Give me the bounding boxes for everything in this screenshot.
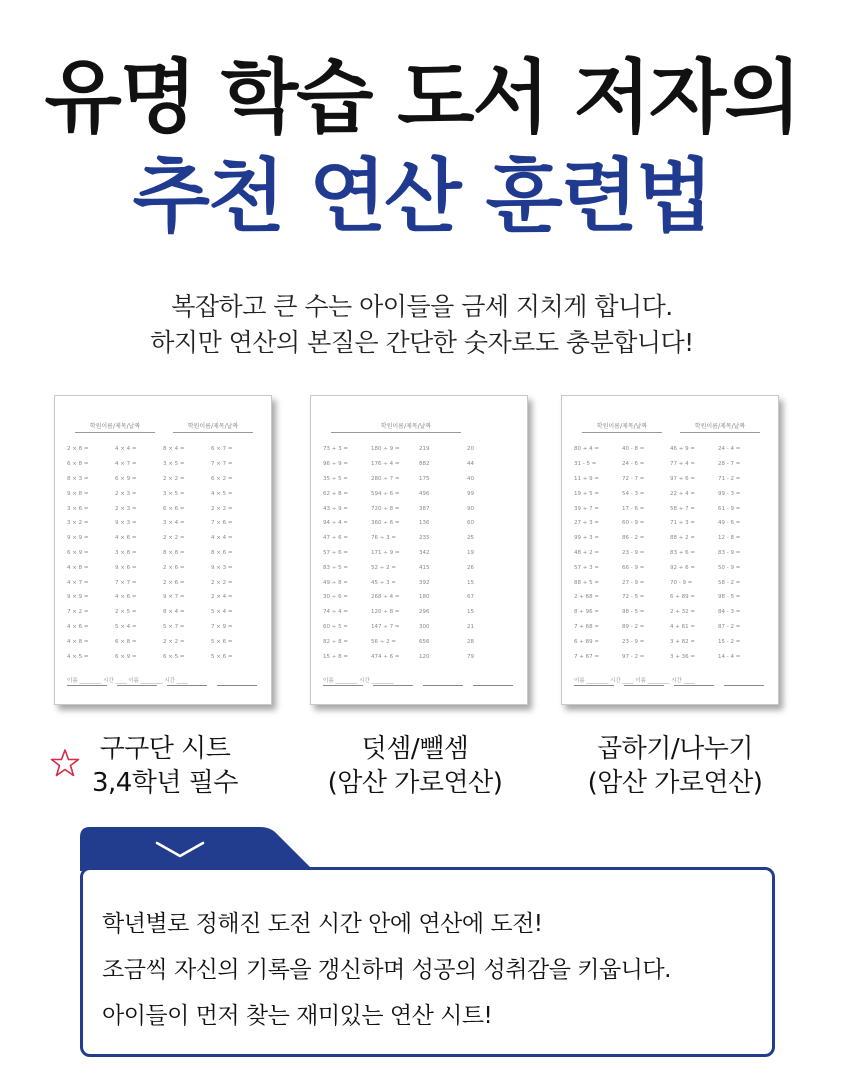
problem-cell: 415 bbox=[419, 564, 430, 571]
problem-cell: 71 + 3 = bbox=[670, 520, 695, 527]
problem-row bbox=[574, 649, 766, 664]
problem-cell: 21 bbox=[467, 623, 474, 630]
problem-cell: 474 ÷ 6 = bbox=[371, 653, 400, 660]
problem-row bbox=[323, 560, 515, 575]
caption-line2: (암산 가로연산) bbox=[327, 768, 503, 798]
problem-cell: 392 bbox=[419, 579, 430, 586]
problem-row bbox=[67, 620, 259, 635]
problem-cell: 7 × 7 = bbox=[211, 461, 233, 468]
problem-cell: 8 × 4 = bbox=[163, 609, 185, 616]
problem-cell: 3 × 4 = bbox=[163, 520, 185, 527]
problem-cell: 180 ÷ 9 = bbox=[371, 446, 400, 453]
problem-row bbox=[323, 605, 515, 620]
problem-row bbox=[323, 546, 515, 561]
problem-cell: 4 × 7 = bbox=[67, 579, 89, 586]
problem-cell: 2 × 2 = bbox=[163, 475, 185, 482]
problem-cell: 70 - 9 = bbox=[670, 579, 693, 586]
problem-cell: 2 × 2 = bbox=[211, 505, 233, 512]
problem-row bbox=[67, 442, 259, 457]
problem-cell: 300 bbox=[419, 623, 430, 630]
problem-cell: 4 × 5 = bbox=[67, 653, 89, 660]
problem-cell: 4 × 6 = bbox=[67, 623, 89, 630]
problem-cell: 58 - 2 = bbox=[718, 579, 741, 586]
callout-line2: 조금씩 자신의 기록을 갱신하며 성공의 성취감을 키웁니다. bbox=[102, 957, 671, 983]
problem-cell: 87 - 2 = bbox=[718, 623, 741, 630]
problem-cell: 496 bbox=[419, 490, 430, 497]
problem-cell: 52 ÷ 2 = bbox=[371, 564, 396, 571]
problem-cell: 60 bbox=[467, 520, 474, 527]
problem-cell: 96 ÷ 9 = bbox=[323, 461, 348, 468]
problem-cell: 3 × 5 = bbox=[163, 461, 185, 468]
problem-cell: 19 + 5 = bbox=[574, 490, 599, 497]
problem-cell: 2 × 2 = bbox=[211, 579, 233, 586]
problem-row bbox=[323, 531, 515, 546]
problem-cell: 9 × 3 = bbox=[211, 564, 233, 571]
problem-cell: 28 - 7 = bbox=[718, 461, 741, 468]
sheet-problems bbox=[67, 442, 259, 664]
caption-line1: 구구단 시트 bbox=[99, 734, 231, 764]
problem-row bbox=[67, 560, 259, 575]
problem-cell: 4 + 61 = bbox=[670, 623, 695, 630]
problem-cell: 387 bbox=[419, 505, 430, 512]
problem-cell: 72 - 7 = bbox=[622, 475, 645, 482]
problem-row bbox=[574, 605, 766, 620]
problem-row bbox=[323, 486, 515, 501]
problem-cell: 7 × 6 = bbox=[211, 520, 233, 527]
worksheet-multiply-divide bbox=[561, 395, 779, 705]
problem-row bbox=[67, 472, 259, 487]
problem-cell: 4 × 8 = bbox=[67, 564, 89, 571]
problem-cell: 31 - 5 = bbox=[574, 461, 597, 468]
problem-cell: 6 × 9 = bbox=[115, 653, 137, 660]
problem-cell: 594 ÷ 6 = bbox=[371, 490, 400, 497]
problem-cell: 22 + 4 = bbox=[670, 490, 695, 497]
problem-cell: 4 × 4 = bbox=[211, 535, 233, 542]
problem-cell: 4 × 6 = bbox=[115, 594, 137, 601]
problem-cell: 98 - 5 = bbox=[622, 609, 645, 616]
problem-cell: 49 ÷ 8 = bbox=[323, 579, 348, 586]
problem-cell: 12 - 8 = bbox=[718, 535, 741, 542]
problem-cell: 136 bbox=[419, 520, 430, 527]
problem-cell: 7 × 9 = bbox=[211, 623, 233, 630]
problem-cell: 88 + 5 = bbox=[574, 579, 599, 586]
problem-cell: 71 - 2 = bbox=[718, 475, 741, 482]
sheet-footer: 이름 ________ 시간 ____ 이름 ________ 시간 ____ bbox=[574, 676, 766, 684]
callout-tab bbox=[80, 827, 320, 871]
problem-row bbox=[574, 501, 766, 516]
problem-cell: 92 + 6 = bbox=[670, 564, 695, 571]
problem-cell: 3 × 8 = bbox=[115, 549, 137, 556]
problem-row bbox=[574, 620, 766, 635]
problem-cell: 8 × 4 = bbox=[163, 446, 185, 453]
caption-add-subtract bbox=[300, 732, 530, 800]
problem-cell: 180 bbox=[419, 594, 430, 601]
sheet-header-right: 학원이름/제목/날짜 bbox=[694, 423, 746, 430]
sheet-problems bbox=[574, 442, 766, 664]
problem-row bbox=[67, 575, 259, 590]
problem-cell: 296 bbox=[419, 609, 430, 616]
problem-row bbox=[67, 546, 259, 561]
headline-line1: 유명 학습 도서 저자의 bbox=[44, 51, 800, 144]
sheet-header-left: 학원이름/제목/날짜 bbox=[380, 423, 432, 430]
problem-cell: 26 bbox=[467, 564, 474, 571]
sheet-footer: 이름 ________ 시간 ____ 이름 ________ 시간 ____ bbox=[67, 676, 259, 684]
problem-row bbox=[67, 605, 259, 620]
problem-row bbox=[574, 590, 766, 605]
problem-cell: 40 bbox=[467, 475, 474, 482]
problem-cell: 49 - 6 = bbox=[718, 520, 741, 527]
problem-cell: 15 bbox=[467, 579, 474, 586]
problem-cell: 2 × 5 = bbox=[115, 609, 137, 616]
problem-cell: 50 - 9 = bbox=[718, 564, 741, 571]
problem-row bbox=[323, 590, 515, 605]
problem-cell: 2 × 3 = bbox=[115, 505, 137, 512]
sheet-problems bbox=[323, 442, 515, 664]
problem-cell: 73 + 3 = bbox=[323, 446, 348, 453]
caption-multiply-divide bbox=[560, 732, 790, 800]
problem-row bbox=[323, 649, 515, 664]
problem-cell: 9 × 9 = bbox=[67, 535, 89, 542]
worksheet-multiplication bbox=[54, 395, 272, 705]
problem-cell: 97 - 2 = bbox=[622, 653, 645, 660]
problem-cell: 6 × 8 = bbox=[115, 638, 137, 645]
problem-cell: 6 × 2 = bbox=[211, 475, 233, 482]
callout-line1: 학년별로 정해진 도전 시간 안에 연산에 도전! bbox=[102, 911, 543, 937]
problem-cell: 72 - 5 = bbox=[622, 594, 645, 601]
problem-cell: 2 × 4 = bbox=[211, 594, 233, 601]
problem-cell: 235 bbox=[419, 535, 430, 542]
problem-cell: 14 - 4 = bbox=[718, 653, 741, 660]
problem-cell: 6 × 8 = bbox=[67, 461, 89, 468]
problem-cell: 3 × 2 = bbox=[67, 520, 89, 527]
sheet-header-left: 학원이름/제목/날짜 bbox=[89, 423, 141, 430]
problem-cell: 62 + 8 = bbox=[323, 490, 348, 497]
problem-cell: 88 + 2 = bbox=[670, 535, 695, 542]
problem-cell: 86 - 2 = bbox=[622, 535, 645, 542]
problem-cell: 6 × 6 = bbox=[163, 505, 185, 512]
problem-cell: 27 - 9 = bbox=[622, 579, 645, 586]
problem-row bbox=[323, 442, 515, 457]
problem-cell: 40 - 8 = bbox=[622, 446, 645, 453]
problem-cell: 84 - 3 = bbox=[718, 609, 741, 616]
problem-cell: 9 × 8 = bbox=[67, 490, 89, 497]
problem-cell: 5 × 7 = bbox=[163, 623, 185, 630]
problem-cell: 360 ÷ 6 = bbox=[371, 520, 400, 527]
problem-cell: 54 - 3 = bbox=[622, 490, 645, 497]
sheet-header-left: 학원이름/제목/날짜 bbox=[596, 423, 648, 430]
problem-cell: 48 + 2 = bbox=[574, 549, 599, 556]
problem-cell: 90 bbox=[467, 505, 474, 512]
problem-row bbox=[67, 531, 259, 546]
problem-cell: 46 + 9 = bbox=[670, 446, 695, 453]
problem-cell: 2 × 2 = bbox=[163, 638, 185, 645]
problem-cell: 39 + 7 = bbox=[574, 505, 599, 512]
problem-row bbox=[67, 516, 259, 531]
problem-row bbox=[67, 486, 259, 501]
problem-cell: 15 bbox=[467, 609, 474, 616]
problem-cell: 80 + 4 = bbox=[574, 446, 599, 453]
problem-cell: 79 bbox=[467, 653, 474, 660]
problem-row bbox=[67, 457, 259, 472]
problem-row bbox=[67, 649, 259, 664]
problem-cell: 17 - 6 = bbox=[622, 505, 645, 512]
problem-cell: 89 - 2 = bbox=[622, 623, 645, 630]
problem-cell: 20 bbox=[467, 446, 474, 453]
problem-cell: 15 - 2 = bbox=[718, 638, 741, 645]
headline-line2: 추천 연산 훈련법 bbox=[132, 150, 712, 243]
sheet-footer: 이름 ________ 시간 ________ bbox=[323, 676, 515, 684]
problem-cell: 56 ÷ 2 = bbox=[371, 638, 396, 645]
problem-row bbox=[574, 560, 766, 575]
problem-cell: 15 ÷ 8 = bbox=[323, 653, 348, 660]
callout-line3: 아이들이 먼저 찾는 재미있는 연산 시트! bbox=[102, 1003, 493, 1029]
problem-cell: 7 × 2 = bbox=[67, 609, 89, 616]
problem-cell: 7 + 67 = bbox=[574, 653, 599, 660]
problem-cell: 27 + 3 = bbox=[574, 520, 599, 527]
subtitle-line2: 하지만 연산의 본질은 간단한 숫자로도 충분합니다! bbox=[150, 328, 694, 357]
problem-cell: 2 × 3 = bbox=[115, 490, 137, 497]
problem-row bbox=[574, 472, 766, 487]
problem-cell: 99 - 3 = bbox=[718, 490, 741, 497]
problem-cell: 4 × 6 = bbox=[115, 535, 137, 542]
problem-cell: 8 × 8 = bbox=[163, 549, 185, 556]
problem-cell: 74 ÷ 4 = bbox=[323, 609, 348, 616]
problem-cell: 8 × 6 = bbox=[211, 549, 233, 556]
problem-cell: 19 bbox=[467, 549, 474, 556]
problem-cell: 3 × 5 = bbox=[163, 490, 185, 497]
problem-cell: 66 - 9 = bbox=[622, 564, 645, 571]
problem-cell: 175 bbox=[419, 475, 430, 482]
problem-row bbox=[323, 457, 515, 472]
problem-row bbox=[323, 501, 515, 516]
problem-row bbox=[323, 472, 515, 487]
problem-row bbox=[67, 501, 259, 516]
problem-row bbox=[323, 620, 515, 635]
problem-cell: 11 + 9 = bbox=[574, 475, 599, 482]
problem-cell: 7 × 7 = bbox=[115, 579, 137, 586]
problem-cell: 5 × 6 = bbox=[211, 653, 233, 660]
problem-cell: 45 ÷ 3 = bbox=[371, 579, 396, 586]
problem-cell: 7 + 68 = bbox=[574, 623, 599, 630]
problem-cell: 47 ÷ 6 = bbox=[323, 535, 348, 542]
problem-row bbox=[574, 531, 766, 546]
problem-cell: 43 ÷ 9 = bbox=[323, 505, 348, 512]
problem-cell: 57 + 3 = bbox=[574, 564, 599, 571]
problem-cell: 176 ÷ 4 = bbox=[371, 461, 400, 468]
problem-cell: 30 ÷ 6 = bbox=[323, 594, 348, 601]
problem-cell: 5 × 6 = bbox=[211, 638, 233, 645]
problem-row bbox=[574, 546, 766, 561]
problem-cell: 61 - 9 = bbox=[718, 505, 741, 512]
problem-cell: 3 + 82 = bbox=[670, 638, 695, 645]
problem-row bbox=[574, 516, 766, 531]
problem-cell: 8 × 3 = bbox=[67, 475, 89, 482]
problem-cell: 2 + 68 = bbox=[574, 594, 599, 601]
problem-cell: 2 × 6 = bbox=[163, 579, 185, 586]
problem-cell: 4 × 5 = bbox=[211, 490, 233, 497]
problem-cell: 83 + 6 = bbox=[670, 549, 695, 556]
problem-row bbox=[574, 575, 766, 590]
problem-cell: 94 ÷ 4 = bbox=[323, 520, 348, 527]
problem-cell: 5 × 4 = bbox=[115, 623, 137, 630]
problem-cell: 120 ÷ 8 = bbox=[371, 609, 400, 616]
problem-cell: 99 + 3 = bbox=[574, 535, 599, 542]
problem-cell: 67 bbox=[467, 594, 474, 601]
problem-cell: 6 × 9 = bbox=[67, 549, 89, 556]
problem-cell: 147 ÷ 7 = bbox=[371, 623, 400, 630]
problem-cell: 3 × 6 = bbox=[67, 505, 89, 512]
subtitle-line1: 복잡하고 큰 수는 아이들을 금세 지치게 합니다. bbox=[171, 292, 673, 321]
problem-cell: 76 ÷ 3 = bbox=[371, 535, 396, 542]
problem-cell: 24 - 6 = bbox=[622, 461, 645, 468]
problem-row bbox=[574, 634, 766, 649]
problem-cell: 882 bbox=[419, 461, 430, 468]
caption-line1: 곱하기/나누기 bbox=[597, 734, 753, 764]
problem-cell: 24 - 4 = bbox=[718, 446, 741, 453]
problem-cell: 268 ÷ 4 = bbox=[371, 594, 400, 601]
problem-cell: 6 × 5 = bbox=[163, 653, 185, 660]
problem-cell: 60 ÷ 5 = bbox=[323, 623, 348, 630]
problem-cell: 9 × 7 = bbox=[163, 594, 185, 601]
problem-cell: 23 - 9 = bbox=[622, 549, 645, 556]
problem-cell: 9 × 3 = bbox=[115, 520, 137, 527]
problem-cell: 171 ÷ 9 = bbox=[371, 549, 400, 556]
problem-cell: 83 - 9 = bbox=[718, 549, 741, 556]
problem-cell: 60 - 9 = bbox=[622, 520, 645, 527]
problem-cell: 28 bbox=[467, 638, 474, 645]
problem-cell: 57 ÷ 6 = bbox=[323, 549, 348, 556]
problem-row bbox=[323, 575, 515, 590]
problem-cell: 2 + 32 = bbox=[670, 609, 695, 616]
problem-cell: 35 ÷ 5 = bbox=[323, 475, 348, 482]
problem-cell: 77 + 4 = bbox=[670, 461, 695, 468]
problem-row bbox=[574, 486, 766, 501]
problem-cell: 4 × 8 = bbox=[67, 638, 89, 645]
problem-cell: 720 ÷ 8 = bbox=[371, 505, 400, 512]
problem-cell: 4 × 4 = bbox=[115, 446, 137, 453]
problem-cell: 4 × 7 = bbox=[115, 461, 137, 468]
problem-row bbox=[574, 457, 766, 472]
problem-cell: 219 bbox=[419, 446, 430, 453]
problem-cell: 98 - 5 = bbox=[718, 594, 741, 601]
problem-row bbox=[574, 442, 766, 457]
problem-cell: 2 × 8 = bbox=[67, 446, 89, 453]
caption-line1: 덧셈/뺄셈 bbox=[361, 734, 469, 764]
problem-cell: 120 bbox=[419, 653, 430, 660]
problem-cell: 6 + 89 = bbox=[670, 594, 695, 601]
caption-multiplication bbox=[60, 732, 270, 800]
problem-cell: 82 ÷ 8 = bbox=[323, 638, 348, 645]
caption-line2: (암산 가로연산) bbox=[587, 768, 763, 798]
problem-cell: 25 bbox=[467, 535, 474, 542]
problem-row bbox=[67, 590, 259, 605]
problem-row bbox=[323, 516, 515, 531]
problem-row bbox=[323, 634, 515, 649]
problem-cell: 44 bbox=[467, 461, 474, 468]
problem-cell: 656 bbox=[419, 638, 430, 645]
problem-cell: 280 ÷ 7 = bbox=[371, 475, 400, 482]
problem-cell: 2 × 6 = bbox=[163, 564, 185, 571]
problem-cell: 23 - 9 = bbox=[622, 638, 645, 645]
problem-cell: 6 × 7 = bbox=[211, 446, 233, 453]
caption-line2: 3,4학년 필수 bbox=[91, 768, 239, 798]
problem-cell: 97 + 6 = bbox=[670, 475, 695, 482]
problem-cell: 6 × 9 = bbox=[115, 475, 137, 482]
problem-cell: 342 bbox=[419, 549, 430, 556]
problem-cell: 5 × 4 = bbox=[211, 609, 233, 616]
sheet-header-right: 학원이름/제목/날짜 bbox=[187, 423, 239, 430]
problem-cell: 9 × 6 = bbox=[115, 564, 137, 571]
problem-cell: 9 × 9 = bbox=[67, 594, 89, 601]
problem-cell: 3 + 36 = bbox=[670, 653, 695, 660]
problem-cell: 58 + 7 = bbox=[670, 505, 695, 512]
problem-cell: 8 + 96 = bbox=[574, 609, 599, 616]
problem-cell: 2 × 2 = bbox=[163, 535, 185, 542]
problem-cell: 99 bbox=[467, 490, 474, 497]
worksheet-add-subtract bbox=[310, 395, 528, 705]
problem-cell: 83 ÷ 5 = bbox=[323, 564, 348, 571]
problem-row bbox=[67, 634, 259, 649]
problem-cell: 6 + 89 = bbox=[574, 638, 599, 645]
